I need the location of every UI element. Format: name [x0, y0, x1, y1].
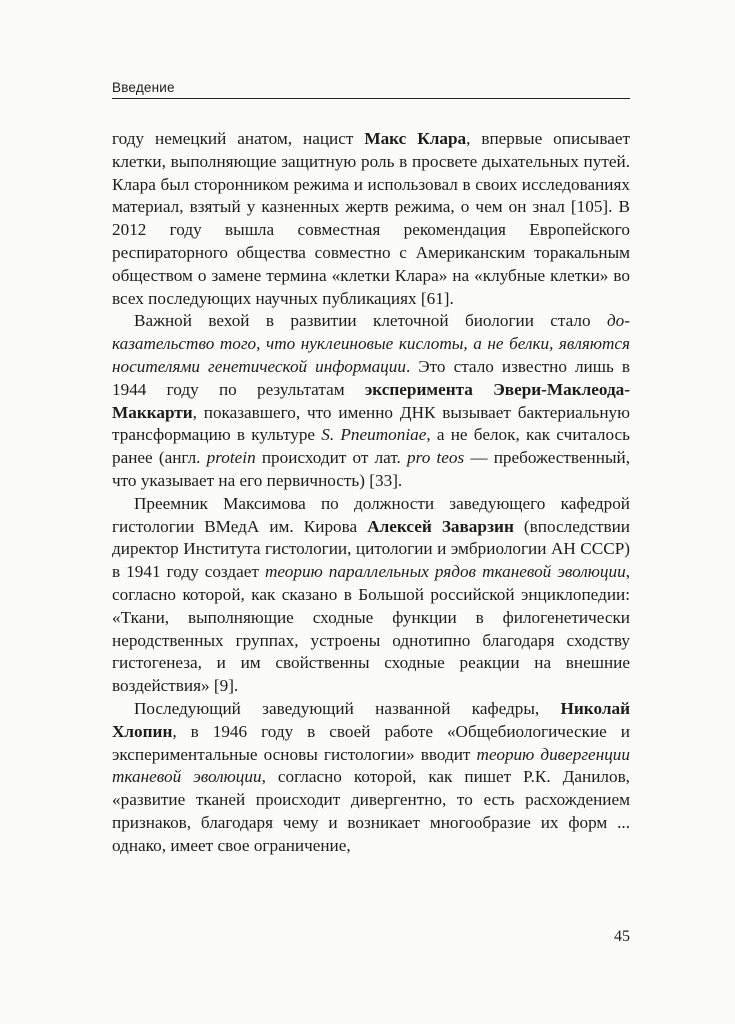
running-header: [112, 80, 630, 99]
italic-phrase: protein: [206, 448, 256, 468]
text-run: , в 1946 году в своей работе «Общебиологические и экспериментальные основы гистологии» вводит: [112, 721, 630, 764]
text-run: , а не белок, как считалось ранее (англ.: [112, 425, 630, 468]
text-run: . Это стало известно лишь в 1944 году по результатам: [112, 356, 630, 399]
italic-phrase: теорию параллельных рядов тканевой эволюции: [264, 562, 626, 582]
section-title: Введение: [112, 80, 175, 95]
italic-phrase: pro teos: [407, 448, 465, 468]
text-run: Последующий заведующий названной кафедры,: [134, 698, 561, 718]
page-number: 45: [614, 928, 630, 945]
bold-term: эксперимента Эвери-Маклеода-Маккарти: [112, 379, 630, 422]
body-text: [112, 128, 630, 858]
paragraph-4: [112, 698, 630, 858]
bold-term: Макс Клара: [364, 129, 467, 148]
text-run: , согласно которой, как пишет Р.К. Данилов, «развитие тканей происходит дивергентно, то есть расхождением признаков, благодаря чему и возникает многообразие их форм ... однако, имеет свое ограничение,: [112, 767, 630, 855]
text-run: году немецкий анатом, нацист: [112, 129, 365, 148]
italic-phrase: S. Pneumoniae: [321, 425, 427, 445]
text-run: — пребожественный, что указывает на его первичность) [33].: [112, 448, 630, 490]
paragraph-1: [112, 128, 630, 310]
bold-term: Николай Хлопин: [112, 698, 630, 741]
text-run: происходит от лат.: [255, 448, 408, 468]
text-run: , показавшего, что именно ДНК вызывает бактериальную трансформацию в культуре: [112, 402, 630, 445]
bold-term: Алексей Заварзин: [367, 516, 514, 536]
italic-phrase: доказательство того, что нуклеиновые кислоты, а не белки, являются носителями генетической информации: [112, 311, 630, 376]
text-run: , согласно которой, как сказано в Большой российской энциклопедии: «Ткани, выполняющие сходные функции в филогенетически неродственных группах, устроены однотипно благодаря сходству гистогенеза, и им свойственны сходные реакции на внешние воздействия» [9].: [112, 562, 630, 696]
text-run: Преемник Максимова по должности заведующего кафедрой гистологии ВМедА им. Кирова: [112, 493, 630, 536]
text-run: Важной вехой в развитии клеточной биологии стало: [134, 311, 607, 331]
text-run: , впервые описывает клетки, выполняющие защитную роль в просвете дыхательных путей. Клара был сторонником режима и использовал в своих исследованиях материал, взятый у казненных жертв режима, о чем он знал [105]. В 2012 году вышла совместная рекомендация Европейского респираторного общества совместно с Американским торакальным обществом о замене термина «клетки Клара» на «клубные клетки» во всех последующих научных публикациях [61].: [112, 129, 630, 308]
paragraph-3: [112, 493, 630, 698]
text-run: (впоследствии директор Института гистологии, цитологии и эмбриологии АН СССР) в 1941 году создает: [112, 516, 630, 582]
italic-phrase: теорию дивергенции тканевой эволюции: [112, 744, 630, 787]
paragraph-2: [112, 310, 630, 492]
